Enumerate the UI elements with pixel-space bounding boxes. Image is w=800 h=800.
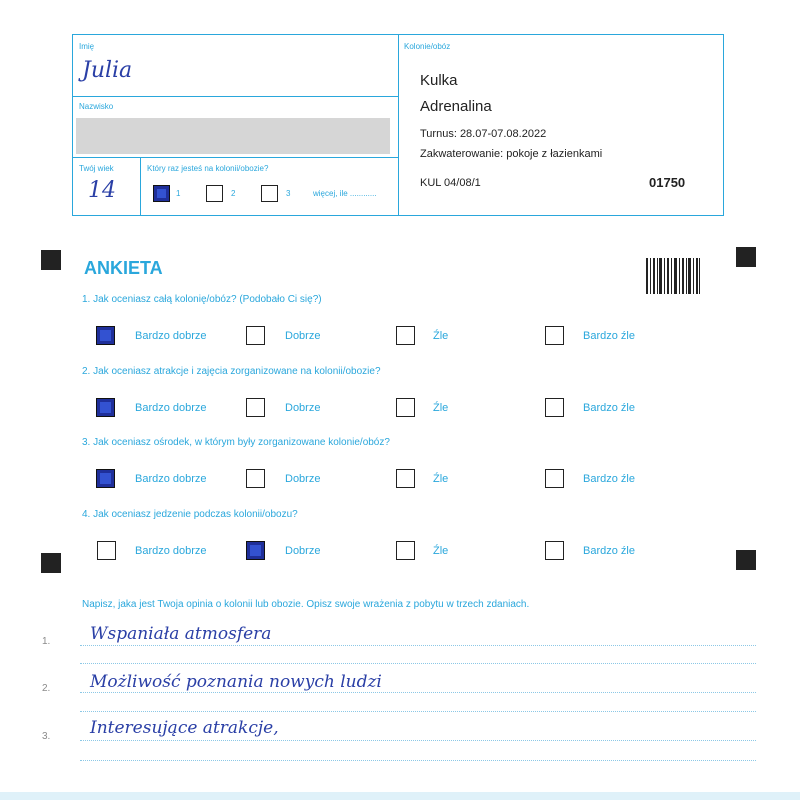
registration-marker-bottom-left <box>41 553 61 573</box>
numer: 01750 <box>649 175 686 190</box>
opinion-dotline-3a <box>80 740 756 741</box>
opinion-line-3-text[interactable]: Interesujące atrakcje, <box>90 718 279 738</box>
opinion-dotline-1a <box>80 645 756 646</box>
imie-label: Imię <box>79 42 95 51</box>
q3-checkbox-zle[interactable] <box>396 469 415 488</box>
q3-checkbox-bardzo-zle[interactable] <box>545 469 564 488</box>
visit-count-option-2: 2 <box>231 189 236 198</box>
question-4: 4. Jak oceniasz jedzenie podczas kolonii/obozu? <box>82 509 298 520</box>
opinion-prompt: Napisz, jaka jest Twoja opinia o kolonii lub obozie. Opisz swoje wrażenia z pobytu w trzech zdaniach. <box>82 599 530 610</box>
q4-checkbox-bardzo-zle[interactable] <box>545 541 564 560</box>
q4-checkbox-zle[interactable] <box>396 541 415 560</box>
q1-option-bardzo-dobrze: Bardzo dobrze <box>135 330 207 342</box>
q3-option-zle: Źle <box>433 473 449 485</box>
nazwisko-label: Nazwisko <box>79 102 114 111</box>
question-3: 3. Jak oceniasz ośrodek, w którym były zorganizowane kolonie/obóz? <box>82 437 390 448</box>
q2-checkbox-zle[interactable] <box>396 398 415 417</box>
opinion-line-number-3: 3. <box>42 731 51 742</box>
q2-checkbox-bardzo-dobrze[interactable] <box>96 398 115 417</box>
visit-count-checkbox-3[interactable] <box>261 185 278 202</box>
q4-option-dobrze: Dobrze <box>285 545 321 557</box>
header-divider-2 <box>72 157 399 158</box>
wiek-label: Twój wiek <box>79 164 114 173</box>
q3-option-bardzo-zle: Bardzo źle <box>583 473 635 485</box>
q3-checkbox-dobrze[interactable] <box>246 469 265 488</box>
visit-count-option-3: 3 <box>286 189 291 198</box>
q2-option-bardzo-dobrze: Bardzo dobrze <box>135 402 207 414</box>
barcode-icon <box>646 258 700 294</box>
q2-option-zle: Źle <box>433 402 449 414</box>
kolonia-name-1: Kulka <box>420 72 458 89</box>
header-divider-vertical <box>398 34 399 215</box>
q4-checkbox-dobrze[interactable] <box>246 541 265 560</box>
nazwisko-redacted <box>76 118 390 154</box>
ankieta-title: ANKIETA <box>84 258 163 278</box>
q1-option-zle: Źle <box>433 330 449 342</box>
q2-option-bardzo-zle: Bardzo źle <box>583 402 635 414</box>
kolonia-label: Kolonie/obóz <box>404 42 451 51</box>
opinion-line-number-1: 1. <box>42 636 51 647</box>
opinion-dotline-3b <box>80 760 756 761</box>
zakwaterowanie: Zakwaterowanie: pokoje z łazienkami <box>420 148 603 160</box>
registration-marker-bottom-right <box>736 550 756 570</box>
visit-count-more: więcej, ile ............ <box>313 189 377 198</box>
visit-count-checkbox-1[interactable] <box>153 185 170 202</box>
q4-option-bardzo-dobrze: Bardzo dobrze <box>135 545 207 557</box>
q2-checkbox-bardzo-zle[interactable] <box>545 398 564 417</box>
q1-checkbox-dobrze[interactable] <box>246 326 265 345</box>
kolonia-name-2: Adrenalina <box>420 98 492 115</box>
question-1: 1. Jak oceniasz całą kolonię/obóz? (Podobało Ci się?) <box>82 294 322 305</box>
opinion-dotline-2b <box>80 711 756 712</box>
q2-checkbox-dobrze[interactable] <box>246 398 265 417</box>
q4-option-bardzo-zle: Bardzo źle <box>583 545 635 557</box>
opinion-line-number-2: 2. <box>42 683 51 694</box>
q3-checkbox-bardzo-dobrze[interactable] <box>96 469 115 488</box>
ktory-raz-label: Który raz jesteś na kolonii/obozie? <box>147 164 269 173</box>
q1-checkbox-bardzo-dobrze[interactable] <box>96 326 115 345</box>
question-2: 2. Jak oceniasz atrakcje i zajęcia zorganizowane na kolonii/obozie? <box>82 366 381 377</box>
visit-count-checkbox-2[interactable] <box>206 185 223 202</box>
registration-marker-top-left <box>41 250 61 270</box>
q2-option-dobrze: Dobrze <box>285 402 321 414</box>
opinion-line-2-text[interactable]: Możliwość poznania nowych ludzi <box>90 672 382 692</box>
q1-checkbox-zle[interactable] <box>396 326 415 345</box>
q4-option-zle: Źle <box>433 545 449 557</box>
kod: KUL 04/08/1 <box>420 177 481 189</box>
header-divider-1 <box>72 96 399 97</box>
header-divider-3 <box>140 157 141 215</box>
q3-option-bardzo-dobrze: Bardzo dobrze <box>135 473 207 485</box>
q3-option-dobrze: Dobrze <box>285 473 321 485</box>
registration-marker-top-right <box>736 247 756 267</box>
q4-checkbox-bardzo-dobrze[interactable] <box>97 541 116 560</box>
q1-option-dobrze: Dobrze <box>285 330 321 342</box>
bottom-edge-band <box>0 792 800 800</box>
opinion-line-1-text[interactable]: Wspaniała atmosfera <box>90 624 272 644</box>
turnus: Turnus: 28.07-07.08.2022 <box>420 128 547 140</box>
q1-option-bardzo-zle: Bardzo źle <box>583 330 635 342</box>
opinion-dotline-1b <box>80 663 756 664</box>
imie-value: Julia <box>82 58 133 83</box>
visit-count-option-1: 1 <box>176 189 181 198</box>
opinion-dotline-2a <box>80 692 756 693</box>
q1-checkbox-bardzo-zle[interactable] <box>545 326 564 345</box>
wiek-value: 14 <box>88 178 116 203</box>
